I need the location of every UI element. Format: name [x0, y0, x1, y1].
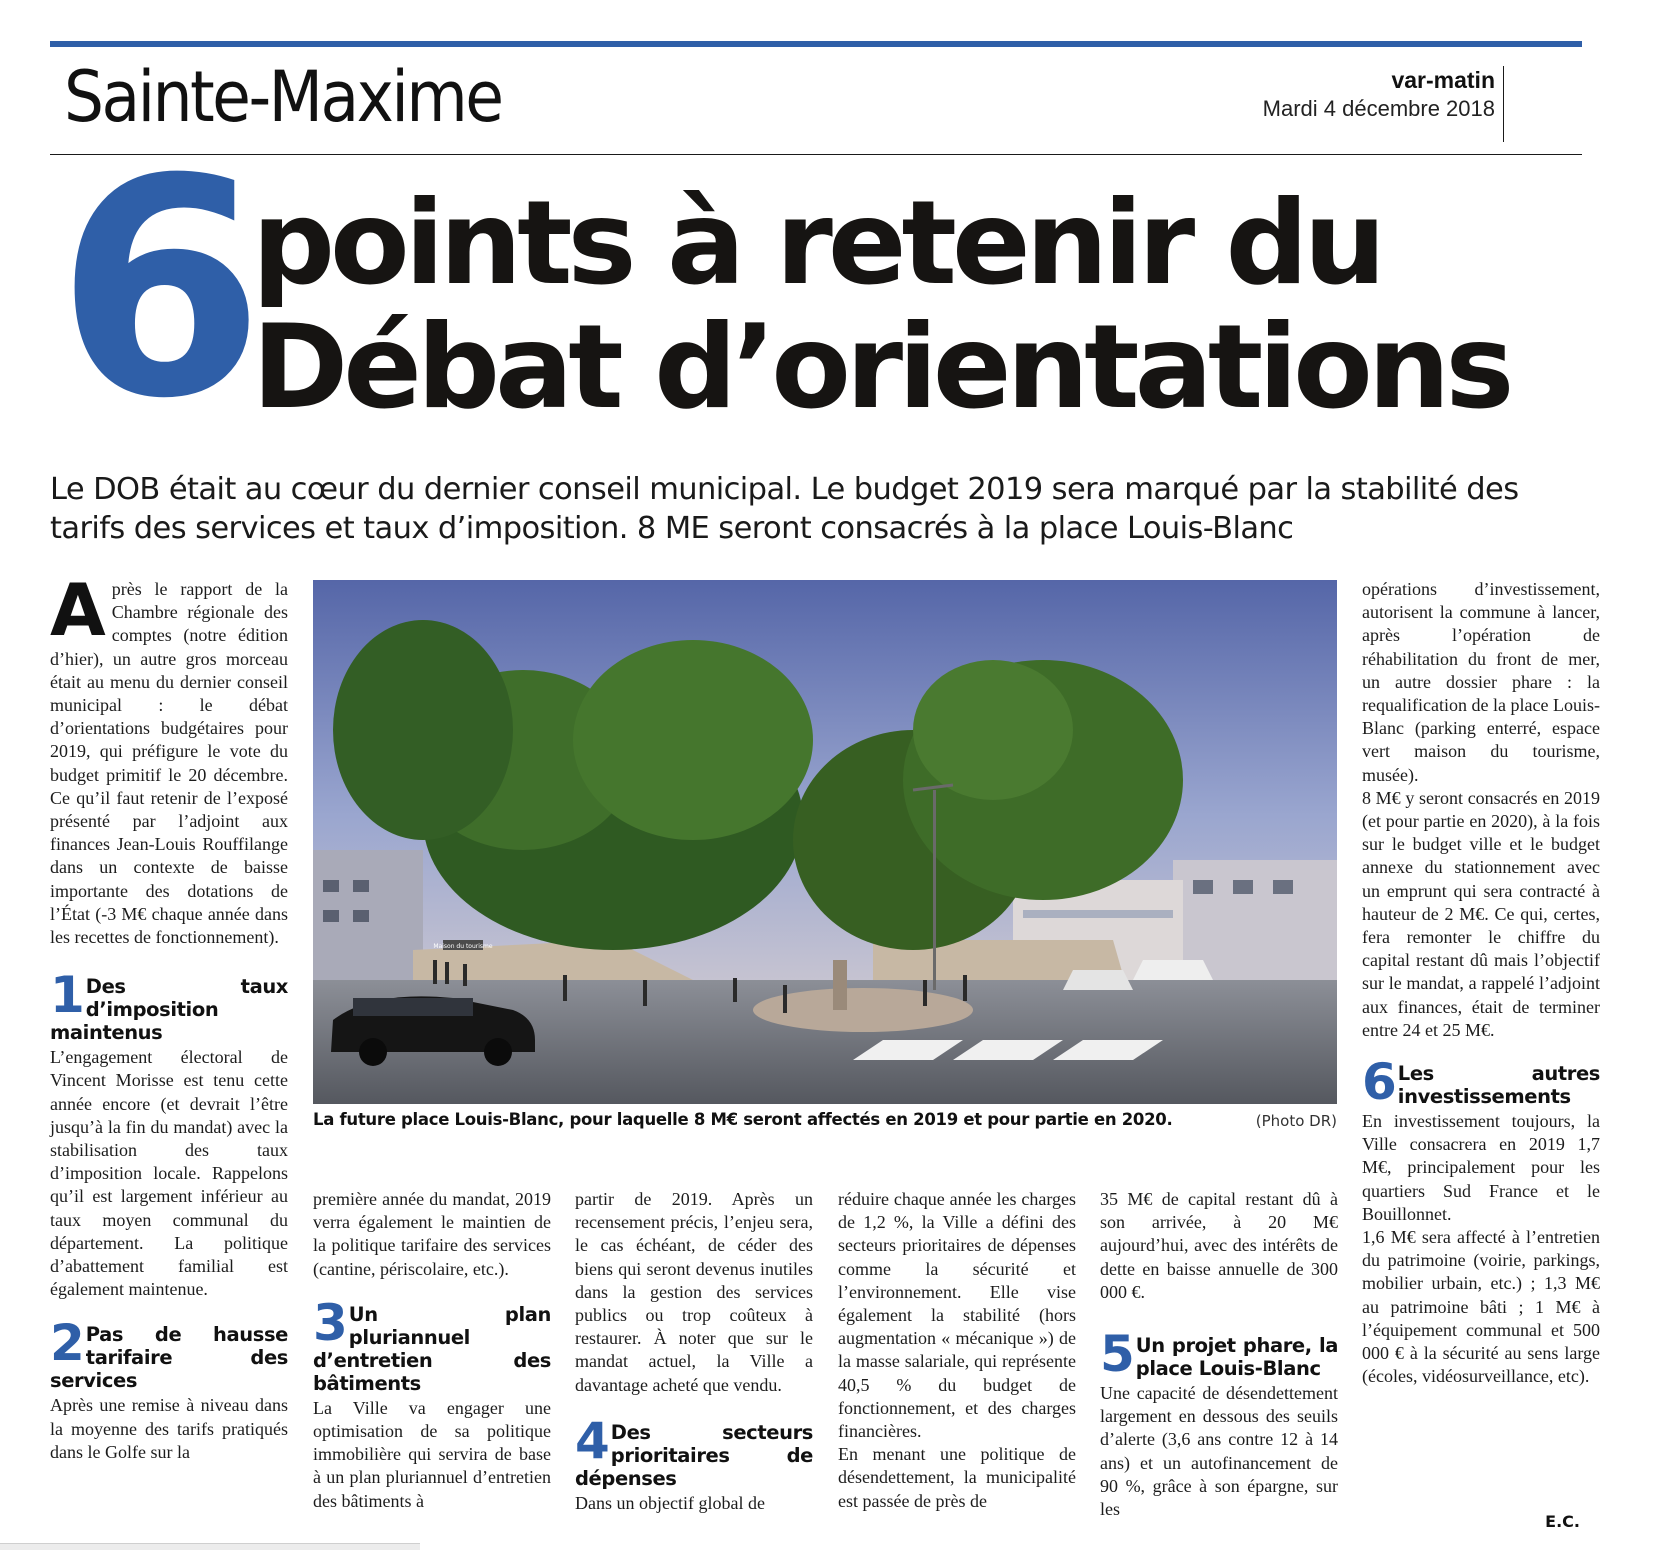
point-4-text-part-4: 35 M€ de capital restant dû à son arrivée, à 20 M€ aujourd’hui, avec des intérêts de dette en baisse annuelle de 300 000 €. [1100, 1189, 1338, 1302]
column-2 [313, 1188, 551, 1513]
masthead [1263, 66, 1495, 124]
point-3-heading: 3 Un plan pluriannuel d’entretien des bâtiments [313, 1293, 551, 1395]
point-1-text: L’engagement électoral de Vincent Morisse est tenu cette année encore (et devrait l’être jusqu’à la fin du mandat) avec la stabilisation des taux d’imposition locale. Rappelons qu’il est largement inférieur au taux moyen communal du département. La politique d’abattement familial est également maintenue. [50, 1047, 288, 1300]
point-1-heading: 1 Des taux d’imposition maintenus [50, 966, 288, 1045]
author-signature: E.C. [1545, 1512, 1580, 1531]
point-2-heading: 2 Pas de hausse tarifaire des services [50, 1314, 288, 1393]
point-4-text-part-2: réduire chaque année les charges de 1,2 %, la Ville a défini des secteurs prioritaires de dépenses comme la sécurité et l’environnement. Elle vise également la stabilité (hors augmentation « mécanique ») de la masse salariale, qui représente 40,5 % du budget de fonctionnement, et des charges financières. [838, 1189, 1076, 1442]
top-blue-rule [50, 41, 1582, 47]
point-6-text-part-1: En investissement toujours, la Ville consacrera en 2019 1,7 M€, principalement pour les quartiers Sud France et le Bouillonnet. [1362, 1111, 1600, 1224]
point-5-text-part-1: Une capacité de désendettement largement en dessous des seuils d’alerte (3,6 ans contre 12 à 14 ans) et un autofinancement de 90 %, grâce à son épargne, sur les [1100, 1383, 1338, 1520]
column-4 [838, 1188, 1076, 1513]
photo-caption-bar [313, 1108, 1337, 1134]
point-4-text-part-3: En menant une politique de désendettement, la municipalité est passée de près de [838, 1444, 1076, 1511]
photo-illustration [313, 580, 1337, 1104]
column-3 [575, 1188, 813, 1515]
chapeau: Le DOB était au cœur du dernier conseil municipal. Le budget 2019 sera marqué par la stabilité des tarifs des services et taux d’imposition. 8 ME seront consacrés à la place Louis-Blanc [50, 472, 1519, 546]
point-number: 6 [1362, 1053, 1395, 1112]
point-number: 5 [1100, 1325, 1133, 1384]
point-number: 3 [313, 1293, 346, 1352]
point-3-text-part-2: partir de 2019. Après un recensement précis, l’enjeu sera, le cas échéant, de céder des biens qui seront devenus inutiles dans la gestion des services publics ou trop coûteux à restaurer. À noter que sur le mandat actuel, la Ville a davantage acheté que vendu. [575, 1189, 813, 1395]
point-5-heading: 5 Un projet phare, la place Louis-Blanc [1100, 1325, 1338, 1384]
newspaper-name: var-matin [1391, 67, 1495, 93]
column-1 [50, 568, 288, 1464]
masthead-divider [1503, 66, 1504, 142]
point-5-text-part-2: opérations d’investissement, autorisent la commune à lancer, après l’opération de réhabilitation du front de mer, un autre dossier phare : la requalification de la place Louis-Blanc (parking enterré, espace vert maison du tourisme, musée). [1362, 579, 1600, 785]
intro-paragraph: Après le rapport de la Chambre régionale des comptes (notre édition d’hier), un autre gros morceau était au menu du dernier conseil municipal : le débat d’orientations budgétaires pour 2019, qui préfigure le vote du budget primitif le 20 décembre. Ce qu’il faut retenir de l’exposé présenté par l’adjoint aux finances Jean-Louis Rouffilange dans un contexte de baisse importante des dotations de l’État (-3 M€ chaque année dans les recettes de fonctionnement). [50, 568, 288, 948]
point-number: 4 [575, 1411, 608, 1470]
place-louis-blanc-photo [313, 580, 1337, 1104]
drop-cap: A [50, 568, 106, 652]
photo-sign-text: Maison du tourisme [433, 943, 493, 950]
point-number: 2 [50, 1314, 83, 1373]
point-4-text-part-1: Dans un objectif global de [575, 1492, 765, 1513]
point-2-text-part-1: Après une remise à niveau dans la moyenne des tarifs pratiqués dans le Golfe sur la [50, 1395, 288, 1462]
column-5 [1100, 1188, 1338, 1521]
photo-caption: La future place Louis-Blanc, pour laquelle 8 M€ seront affectés en 2019 et pour partie en 2020. [313, 1110, 1173, 1129]
point-6-text-part-2: 1,6 M€ sera affecté à l’entretien du patrimoine (voirie, parkings, mobilier urbain, etc.) ; 1,3 M€ au patrimoine bâti ; 1 M€ à l’équipement communal et 500 000 € à la sécurité au sens large (écoles, vidéosurveillance, etc). [1362, 1227, 1600, 1387]
point-6-heading: 6 Les autres investissements [1362, 1053, 1600, 1112]
headline-line-2: Débat d’orientations [252, 300, 1510, 435]
publication-date: Mardi 4 décembre 2018 [1262, 96, 1495, 121]
photo-credit: (Photo DR) [1255, 1112, 1337, 1130]
headline [252, 176, 1510, 435]
point-4-heading: 4 Des secteurs prioritaires de dépenses [575, 1411, 813, 1490]
headline-number: 6 [56, 115, 255, 464]
point-number: 1 [50, 966, 83, 1025]
column-6 [1362, 578, 1600, 1389]
section-name: Sainte-Maxime [64, 56, 502, 138]
header-rule [50, 154, 1582, 155]
point-5-text-part-3: 8 M€ y seront consacrés en 2019 (et pour partie en 2020), à la fois sur le budget ville et le budget annexe du stationnement avec un emprunt qui sera contracté à hauteur de 2 M€. Ce qui, certes, fera remonter le chiffre du capital restant dû mais l’objectif sur le mandat, a rappelé l’adjoint aux finances, était de terminer entre 24 et 25 M€. [1362, 787, 1600, 1040]
point-2-text-part-2: première année du mandat, 2019 verra également le maintien de la politique tarifaire des services (cantine, périscolaire, etc.). [313, 1189, 551, 1279]
bottom-scroll-tab [0, 1543, 420, 1550]
headline-line-1: points à retenir du [252, 176, 1382, 311]
point-3-text-part-1: La Ville va engager une optimisation de sa politique immobilière qui servira de base à un plan pluriannuel d’entretien des bâtiments à [313, 1397, 551, 1511]
